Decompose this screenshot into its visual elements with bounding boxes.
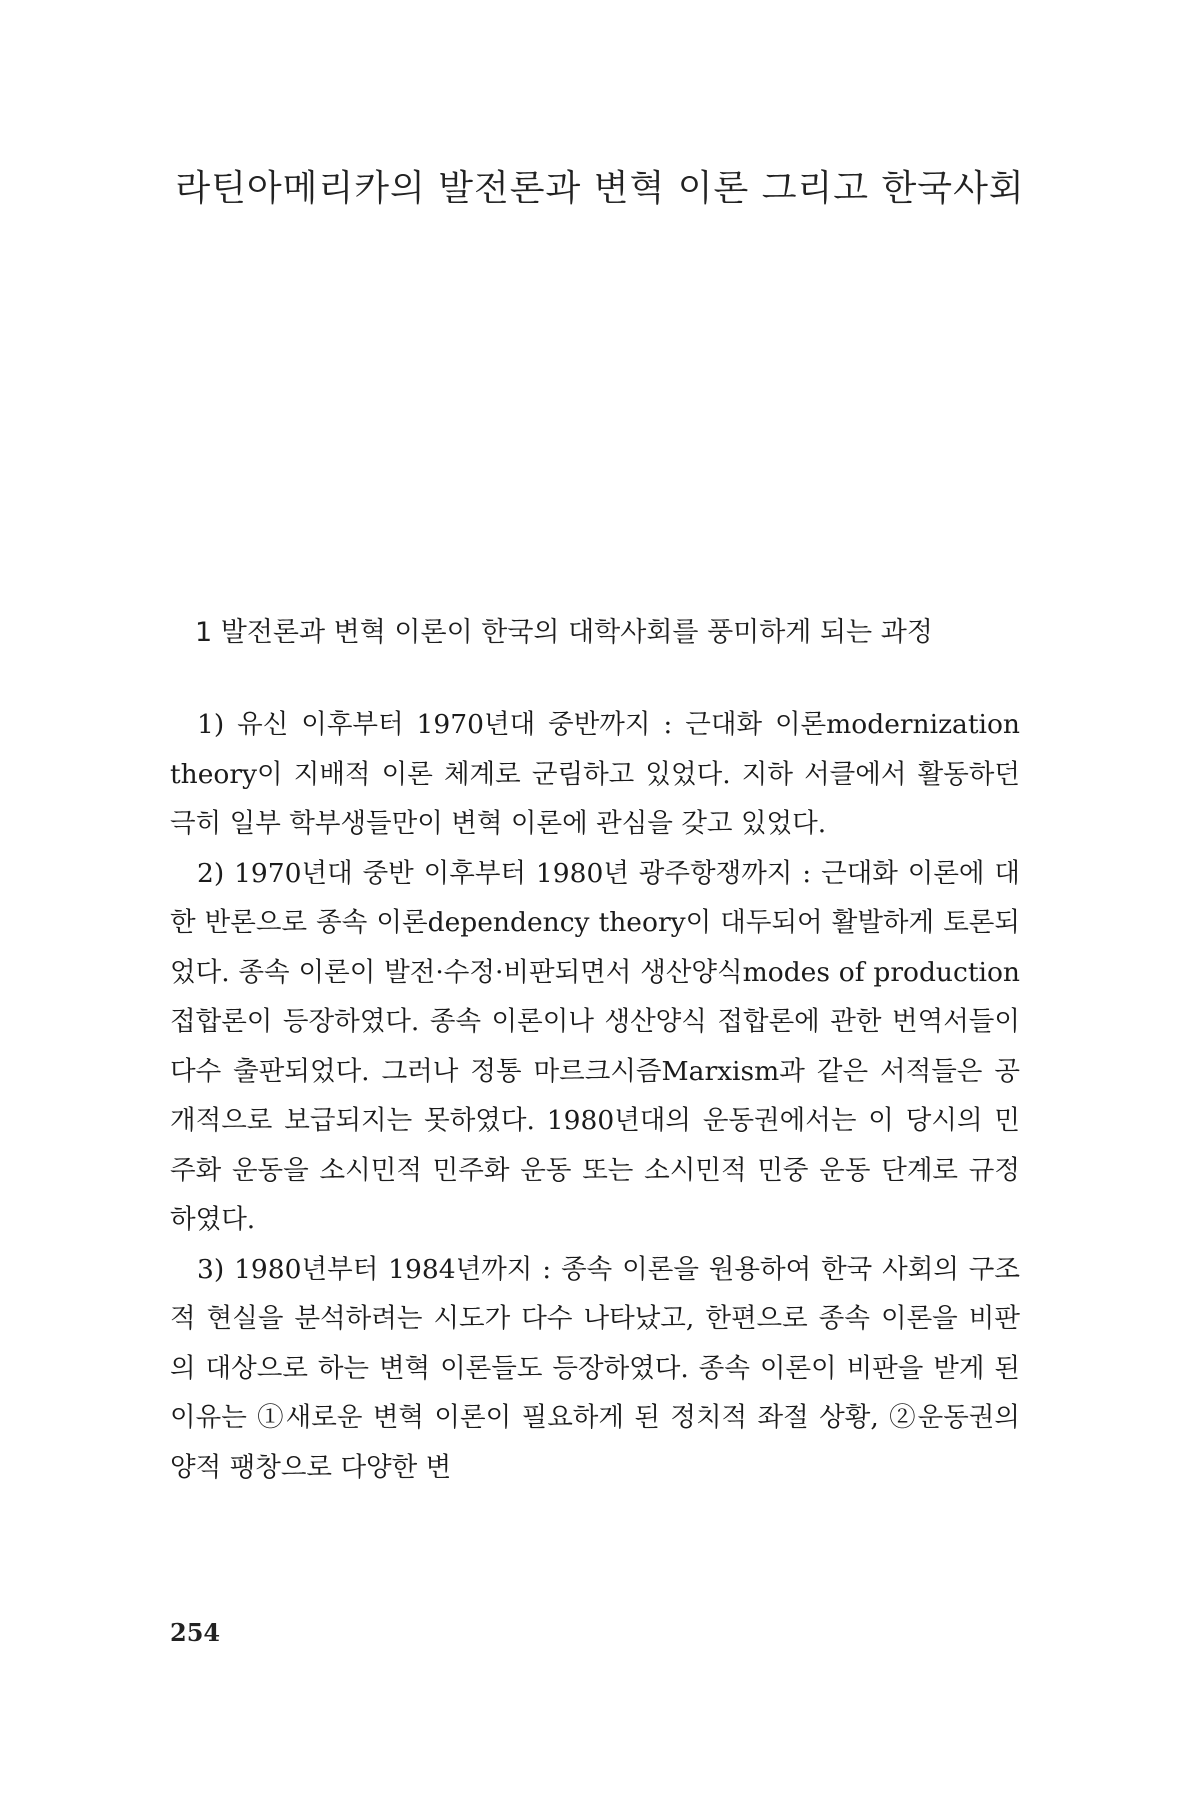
paragraph-2: 2) 1970년대 중반 이후부터 1980년 광주항쟁까지 : 근대화 이론에 대한 반론으로 종속 이론dependency theory이 대두되어 활발하게 토론되었다. 종속 이론이 발전·수정·비판되면서 생산양식modes of production 접합론이 등장하였다. 종속 이론이나 생산양식 접합론에 관한 번역서들이 다수 출판되었다. 그러나 정통 마르크시즘Marxism과 같은 서적들은 공개적으로 보급되지는 못하였다. 1980년대의 운동권에서는 이 당시의 민주화 운동을 소시민적 민주화 운동 또는 소시민적 민중 운동 단계로 규정하였다. bbox=[170, 857, 1020, 1235]
paragraph-1: 1) 유신 이후부터 1970년대 중반까지 : 근대화 이론modernization theory이 지배적 이론 체계로 군림하고 있었다. 지하 서클에서 활동하던 극히 일부 학부생들만이 변혁 이론에 관심을 갖고 있었다. bbox=[170, 709, 1020, 839]
running-head: 라틴아메리카의 발전론과 변혁 이론 그리고 한국사회 bbox=[175, 168, 1025, 209]
page-number: 254 bbox=[170, 1618, 221, 1647]
paragraph-3: 3) 1980년부터 1984년까지 : 종속 이론을 원용하여 한국 사회의 구조적 현실을 분석하려는 시도가 다수 나타났고, 한편으로 종속 이론을 비판의 대상으로 하는 변혁 이론들도 등장하였다. 종속 이론이 비판을 받게 된 이유는 ①새로운 변혁 이론이 필요하게 된 정치적 좌절 상황, ②운동권의 양적 팽창으로 다양한 변 bbox=[170, 1253, 1020, 1483]
section-heading: 1 발전론과 변혁 이론이 한국의 대학사회를 풍미하게 되는 과정 bbox=[195, 617, 933, 648]
body-text bbox=[170, 700, 1020, 1492]
